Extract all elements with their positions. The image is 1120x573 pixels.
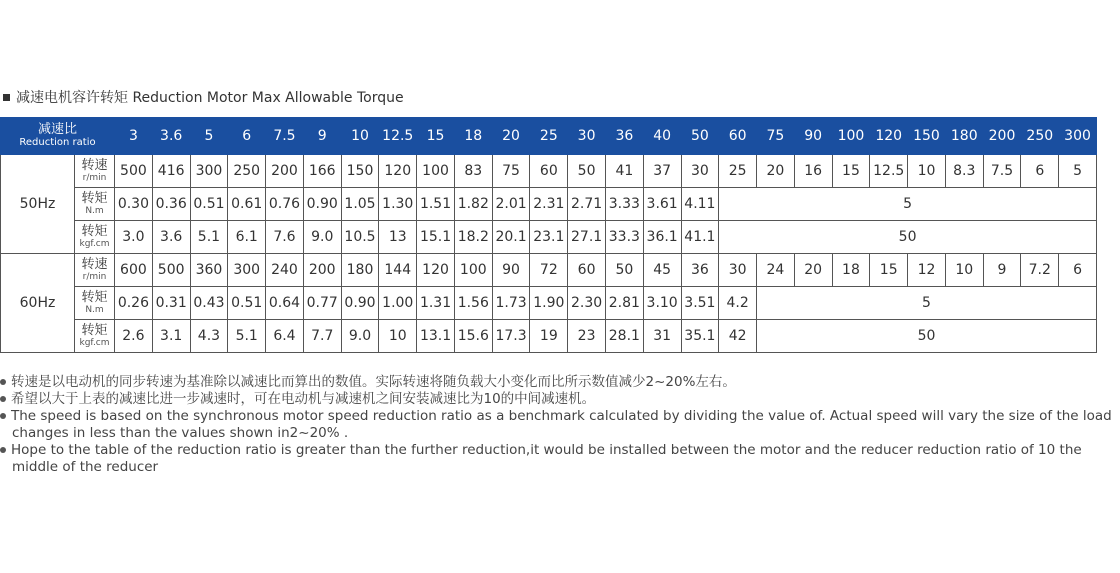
torque-kgf-cell: 33.3 — [605, 221, 643, 254]
speed-cell: 100 — [454, 254, 492, 287]
ratio-cell: 25 — [530, 118, 568, 155]
speed-cell: 240 — [266, 254, 304, 287]
ratio-cell: 10 — [341, 118, 379, 155]
torque-nm-unit-cn: 转矩 — [81, 290, 108, 305]
torque-nm-merged-cell: 5 — [757, 287, 1097, 320]
torque-kgf-cell: 3.6 — [152, 221, 190, 254]
speed-cell: 500 — [152, 254, 190, 287]
ratio-cell: 5 — [190, 118, 228, 155]
speed-cell: 7.2 — [1021, 254, 1059, 287]
torque-nm-cell: 0.26 — [115, 287, 153, 320]
speed-unit-cn: 转速 — [81, 158, 108, 173]
note-text: The speed is based on the synchronous motor speed reduction ratio as a benchmark calculated by dividing the value of. Actual speed will vary the size of the load changes in less than the values shown in2~20% . — [11, 408, 1112, 441]
torque-nm-cell: 1.31 — [417, 287, 455, 320]
torque-kgf-unit-en: kgf.cm — [79, 338, 110, 348]
torque-nm-unit-en: N.m — [85, 206, 104, 216]
torque-nm-cell: 1.73 — [492, 287, 530, 320]
speed-cell: 75 — [492, 155, 530, 188]
speed-unit-cn: 转速 — [81, 257, 108, 272]
torque-nm-row — [1, 287, 1097, 320]
torque-nm-cell: 1.82 — [454, 188, 492, 221]
speed-cell: 500 — [115, 155, 153, 188]
torque-kgf-cell: 9.0 — [303, 221, 341, 254]
ratio-cell: 180 — [945, 118, 983, 155]
speed-cell: 5 — [1059, 155, 1097, 188]
torque-nm-unit — [75, 287, 115, 320]
speed-cell: 300 — [190, 155, 228, 188]
torque-kgf-cell: 4.3 — [190, 320, 228, 353]
note-text: 转速是以电动机的同步转速为基准除以减速比而算出的数值。实际转速将随负载大小变化而比所示数值减少2~20%左右。 — [11, 374, 736, 390]
header-row — [1, 118, 1097, 155]
speed-cell: 416 — [152, 155, 190, 188]
bullet-icon — [0, 379, 6, 385]
torque-kgf-cell: 17.3 — [492, 320, 530, 353]
torque-nm-unit-en: N.m — [85, 305, 104, 315]
torque-kgf-merged-cell: 50 — [757, 320, 1097, 353]
speed-cell: 60 — [568, 254, 606, 287]
speed-cell: 30 — [719, 254, 757, 287]
torque-kgf-unit — [75, 320, 115, 353]
torque-kgf-cell: 27.1 — [568, 221, 606, 254]
torque-kgf-merged-cell: 50 — [719, 221, 1097, 254]
speed-cell: 120 — [379, 155, 417, 188]
speed-cell: 144 — [379, 254, 417, 287]
speed-cell: 12.5 — [870, 155, 908, 188]
torque-nm-cell: 0.36 — [152, 188, 190, 221]
torque-kgf-cell: 13.1 — [417, 320, 455, 353]
ratio-header-en: Reduction ratio — [19, 137, 96, 148]
torque-kgf-row — [1, 320, 1097, 353]
torque-kgf-cell: 15.6 — [454, 320, 492, 353]
torque-kgf-cell: 6.1 — [228, 221, 266, 254]
torque-nm-row — [1, 188, 1097, 221]
speed-unit-en: r/min — [82, 272, 107, 282]
speed-cell: 360 — [190, 254, 228, 287]
square-bullet-icon — [3, 94, 10, 101]
torque-nm-cell: 0.90 — [341, 287, 379, 320]
speed-cell: 12 — [908, 254, 946, 287]
ratio-cell: 6 — [228, 118, 266, 155]
speed-cell: 200 — [303, 254, 341, 287]
bullet-icon — [0, 413, 6, 419]
torque-nm-unit-cn: 转矩 — [81, 191, 108, 206]
speed-cell: 24 — [757, 254, 795, 287]
speed-cell: 8.3 — [945, 155, 983, 188]
torque-nm-cell: 4.2 — [719, 287, 757, 320]
torque-nm-cell: 0.31 — [152, 287, 190, 320]
torque-kgf-unit — [75, 221, 115, 254]
speed-cell: 30 — [681, 155, 719, 188]
torque-kgf-cell: 19 — [530, 320, 568, 353]
torque-kgf-cell: 23.1 — [530, 221, 568, 254]
torque-kgf-cell: 41.1 — [681, 221, 719, 254]
torque-nm-cell: 2.30 — [568, 287, 606, 320]
speed-cell: 600 — [115, 254, 153, 287]
ratio-cell: 15 — [417, 118, 455, 155]
torque-kgf-cell: 28.1 — [605, 320, 643, 353]
speed-cell: 37 — [643, 155, 681, 188]
ratio-cell: 20 — [492, 118, 530, 155]
torque-kgf-cell: 6.4 — [266, 320, 304, 353]
speed-cell: 15 — [870, 254, 908, 287]
torque-nm-cell: 3.10 — [643, 287, 681, 320]
speed-cell: 20 — [757, 155, 795, 188]
speed-cell: 72 — [530, 254, 568, 287]
speed-cell: 36 — [681, 254, 719, 287]
torque-kgf-unit-cn: 转矩 — [81, 323, 108, 338]
torque-kgf-cell: 36.1 — [643, 221, 681, 254]
note-item — [0, 374, 1118, 391]
bullet-icon — [0, 396, 6, 402]
frequency-label: 50Hz — [1, 155, 75, 254]
ratio-cell: 7.5 — [266, 118, 304, 155]
torque-nm-cell: 0.77 — [303, 287, 341, 320]
torque-nm-cell: 1.30 — [379, 188, 417, 221]
torque-kgf-cell: 3.0 — [115, 221, 153, 254]
torque-kgf-cell: 10.5 — [341, 221, 379, 254]
speed-cell: 60 — [530, 155, 568, 188]
torque-nm-cell: 0.64 — [266, 287, 304, 320]
torque-nm-cell: 1.51 — [417, 188, 455, 221]
ratio-cell: 12.5 — [379, 118, 417, 155]
torque-nm-cell: 2.81 — [605, 287, 643, 320]
speed-cell: 10 — [945, 254, 983, 287]
torque-nm-cell: 1.90 — [530, 287, 568, 320]
note-item — [0, 391, 1118, 408]
ratio-cell: 18 — [454, 118, 492, 155]
torque-kgf-cell: 20.1 — [492, 221, 530, 254]
torque-nm-merged-cell: 5 — [719, 188, 1097, 221]
speed-cell: 50 — [605, 254, 643, 287]
speed-cell: 300 — [228, 254, 266, 287]
torque-table — [0, 117, 1097, 353]
speed-row — [1, 254, 1097, 287]
ratio-header-cn: 减速比 — [38, 122, 78, 137]
ratio-cell: 40 — [643, 118, 681, 155]
speed-cell: 150 — [341, 155, 379, 188]
torque-kgf-cell: 2.6 — [115, 320, 153, 353]
speed-cell: 15 — [832, 155, 870, 188]
torque-nm-cell: 0.76 — [266, 188, 304, 221]
ratio-cell: 100 — [832, 118, 870, 155]
torque-nm-cell: 1.00 — [379, 287, 417, 320]
torque-nm-unit — [75, 188, 115, 221]
ratio-cell: 36 — [605, 118, 643, 155]
torque-kgf-cell: 10 — [379, 320, 417, 353]
note-item — [0, 442, 1118, 476]
torque-nm-cell: 1.05 — [341, 188, 379, 221]
torque-nm-cell: 0.51 — [190, 188, 228, 221]
torque-nm-cell: 0.43 — [190, 287, 228, 320]
speed-cell: 166 — [303, 155, 341, 188]
ratio-cell: 3.6 — [152, 118, 190, 155]
torque-nm-cell: 3.51 — [681, 287, 719, 320]
speed-unit-en: r/min — [82, 173, 107, 183]
speed-cell: 9 — [983, 254, 1021, 287]
torque-nm-cell: 1.56 — [454, 287, 492, 320]
torque-kgf-cell: 31 — [643, 320, 681, 353]
speed-cell: 10 — [908, 155, 946, 188]
torque-kgf-cell: 7.6 — [266, 221, 304, 254]
speed-cell: 25 — [719, 155, 757, 188]
torque-kgf-cell: 18.2 — [454, 221, 492, 254]
ratio-cell: 250 — [1021, 118, 1059, 155]
speed-cell: 6 — [1021, 155, 1059, 188]
speed-cell: 250 — [228, 155, 266, 188]
torque-kgf-cell: 23 — [568, 320, 606, 353]
speed-cell: 50 — [568, 155, 606, 188]
speed-cell: 120 — [417, 254, 455, 287]
torque-nm-cell: 0.61 — [228, 188, 266, 221]
ratio-cell: 30 — [568, 118, 606, 155]
note-text: Hope to the table of the reduction ratio is greater than the further reduction,it would be installed between the motor and the reducer reduction ratio of 10 the middle of the reducer — [11, 442, 1082, 475]
ratio-cell: 3 — [115, 118, 153, 155]
ratio-cell: 50 — [681, 118, 719, 155]
speed-cell: 83 — [454, 155, 492, 188]
torque-nm-cell: 2.71 — [568, 188, 606, 221]
ratio-cell: 300 — [1059, 118, 1097, 155]
torque-nm-cell: 2.01 — [492, 188, 530, 221]
section-title — [0, 87, 404, 107]
speed-cell: 18 — [832, 254, 870, 287]
speed-cell: 200 — [266, 155, 304, 188]
ratio-cell: 150 — [908, 118, 946, 155]
torque-kgf-row — [1, 221, 1097, 254]
speed-cell: 180 — [341, 254, 379, 287]
torque-kgf-cell: 35.1 — [681, 320, 719, 353]
speed-cell: 7.5 — [983, 155, 1021, 188]
frequency-label: 60Hz — [1, 254, 75, 353]
torque-kgf-cell: 42 — [719, 320, 757, 353]
speed-cell: 90 — [492, 254, 530, 287]
section-title-text: 减速电机容许转矩 Reduction Motor Max Allowable Torque — [16, 90, 404, 106]
speed-cell: 20 — [794, 254, 832, 287]
torque-kgf-cell: 9.0 — [341, 320, 379, 353]
note-item — [0, 408, 1118, 442]
speed-cell: 16 — [794, 155, 832, 188]
torque-nm-cell: 3.61 — [643, 188, 681, 221]
speed-row — [1, 155, 1097, 188]
torque-kgf-cell: 13 — [379, 221, 417, 254]
torque-kgf-cell: 3.1 — [152, 320, 190, 353]
ratio-cell: 90 — [794, 118, 832, 155]
ratio-cell: 75 — [757, 118, 795, 155]
torque-nm-cell: 2.31 — [530, 188, 568, 221]
speed-cell: 45 — [643, 254, 681, 287]
bullet-icon — [0, 447, 6, 453]
torque-kgf-unit-en: kgf.cm — [79, 239, 110, 249]
speed-cell: 6 — [1059, 254, 1097, 287]
torque-nm-cell: 0.51 — [228, 287, 266, 320]
torque-kgf-cell: 5.1 — [228, 320, 266, 353]
speed-unit — [75, 254, 115, 287]
ratio-header — [1, 118, 115, 155]
torque-kgf-cell: 15.1 — [417, 221, 455, 254]
torque-nm-cell: 0.30 — [115, 188, 153, 221]
torque-nm-cell: 3.33 — [605, 188, 643, 221]
ratio-cell: 9 — [303, 118, 341, 155]
speed-cell: 41 — [605, 155, 643, 188]
speed-cell: 100 — [417, 155, 455, 188]
torque-nm-cell: 4.11 — [681, 188, 719, 221]
ratio-cell: 60 — [719, 118, 757, 155]
torque-kgf-unit-cn: 转矩 — [81, 224, 108, 239]
torque-kgf-cell: 5.1 — [190, 221, 228, 254]
ratio-cell: 120 — [870, 118, 908, 155]
ratio-cell: 200 — [983, 118, 1021, 155]
torque-nm-cell: 0.90 — [303, 188, 341, 221]
speed-unit — [75, 155, 115, 188]
note-text: 希望以大于上表的减速比进一步减速时，可在电动机与减速机之间安装减速比为10的中间减速机。 — [11, 391, 596, 407]
notes — [0, 374, 1118, 476]
torque-kgf-cell: 7.7 — [303, 320, 341, 353]
